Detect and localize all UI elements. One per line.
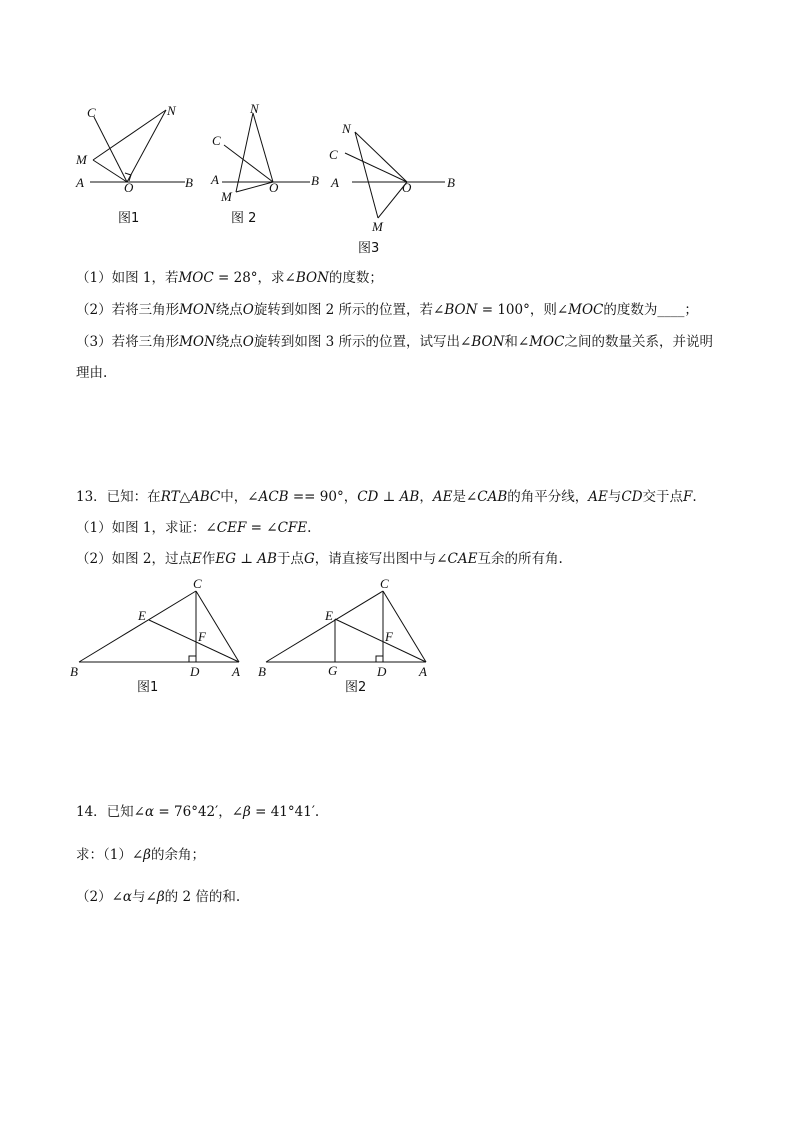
label-B: B	[311, 173, 319, 188]
q14-stem: 14．已知∠α = 76°42′，∠β = 41°41′.	[76, 804, 320, 820]
q13-part2: （2）如图 2，过点E作EG ⊥ AB于点G，请直接写出图中与∠CAE互余的所有角.	[76, 551, 563, 567]
q13-stem: 13．已知：在RT△ABC中，∠ACB == 90°，CD ⊥ AB，AE是∠CAB的角平分线，AE与CD交于点F.	[76, 489, 697, 505]
line-BC	[79, 591, 196, 662]
line-BC	[266, 591, 383, 662]
label-A: A	[331, 175, 339, 190]
label-A: A	[211, 172, 219, 187]
figure-12-3	[325, 115, 470, 260]
label-C: C	[212, 133, 221, 148]
label-B: B	[70, 664, 78, 679]
right-angle-mark	[376, 656, 383, 662]
line-NO	[355, 132, 407, 182]
label-N: N	[250, 101, 259, 116]
label-C: C	[380, 576, 389, 591]
figure-13-1	[65, 575, 255, 700]
label-G: G	[328, 663, 338, 678]
line-MN	[93, 110, 166, 160]
q14-part1: 求：（1）∠β的余角；	[76, 847, 205, 863]
line-CA	[196, 591, 239, 662]
label-O: O	[269, 180, 279, 195]
label-M: M	[221, 189, 232, 204]
label-N: N	[342, 121, 351, 136]
label-A: A	[419, 664, 427, 679]
label-B: B	[185, 175, 193, 190]
label-M: M	[76, 152, 87, 167]
label-B: B	[258, 664, 266, 679]
label-C: C	[193, 576, 202, 591]
q14-part2: （2）∠α与∠β的 2 倍的和.	[76, 889, 241, 905]
figure-caption: 图 2	[231, 211, 257, 226]
figure-caption: 图1	[118, 211, 140, 226]
label-M: M	[372, 219, 383, 234]
label-E: E	[325, 608, 333, 623]
line-NO	[253, 113, 273, 182]
figure-12-1	[70, 95, 200, 230]
label-D: D	[377, 664, 387, 679]
q12-part2: （2）若将三角形MON绕点O旋转到如图 2 所示的位置，若∠BON = 100°，则∠MOC的度数为____；	[76, 302, 698, 318]
line-ON	[127, 110, 166, 182]
label-O: O	[124, 180, 134, 195]
label-B: B	[447, 175, 455, 190]
q12-part1: （1）如图 1，若MOC = 28°，求∠BON的度数；	[76, 270, 383, 286]
label-A: A	[232, 664, 240, 679]
right-angle-mark	[189, 656, 196, 662]
q12-part3: （3）若将三角形MON绕点O旋转到如图 3 所示的位置，试写出∠BON和∠MOC之间的数量关系，并说明	[76, 334, 713, 350]
label-F: F	[385, 629, 393, 644]
label-C: C	[329, 147, 338, 162]
q12-part3-cont: 理由.	[76, 365, 108, 381]
line-MO	[236, 182, 273, 192]
figure-13-2	[252, 575, 442, 700]
label-E: E	[138, 608, 146, 623]
line-NM	[355, 132, 378, 218]
line-OC	[224, 145, 273, 182]
label-O: O	[402, 180, 412, 195]
line-OC	[94, 117, 127, 182]
figure-12-2	[205, 95, 330, 230]
label-A: A	[76, 175, 84, 190]
line-OC	[345, 153, 407, 182]
q13-part1: （1）如图 1，求证：∠CEF = ∠CFE.	[76, 520, 312, 536]
label-N: N	[167, 103, 176, 118]
figure-caption: 图3	[358, 241, 380, 256]
label-C: C	[87, 105, 96, 120]
line-NM	[236, 113, 253, 192]
label-D: D	[190, 664, 200, 679]
label-F: F	[198, 629, 206, 644]
figure-caption: 图2	[345, 680, 367, 695]
figure-caption: 图1	[137, 680, 159, 695]
